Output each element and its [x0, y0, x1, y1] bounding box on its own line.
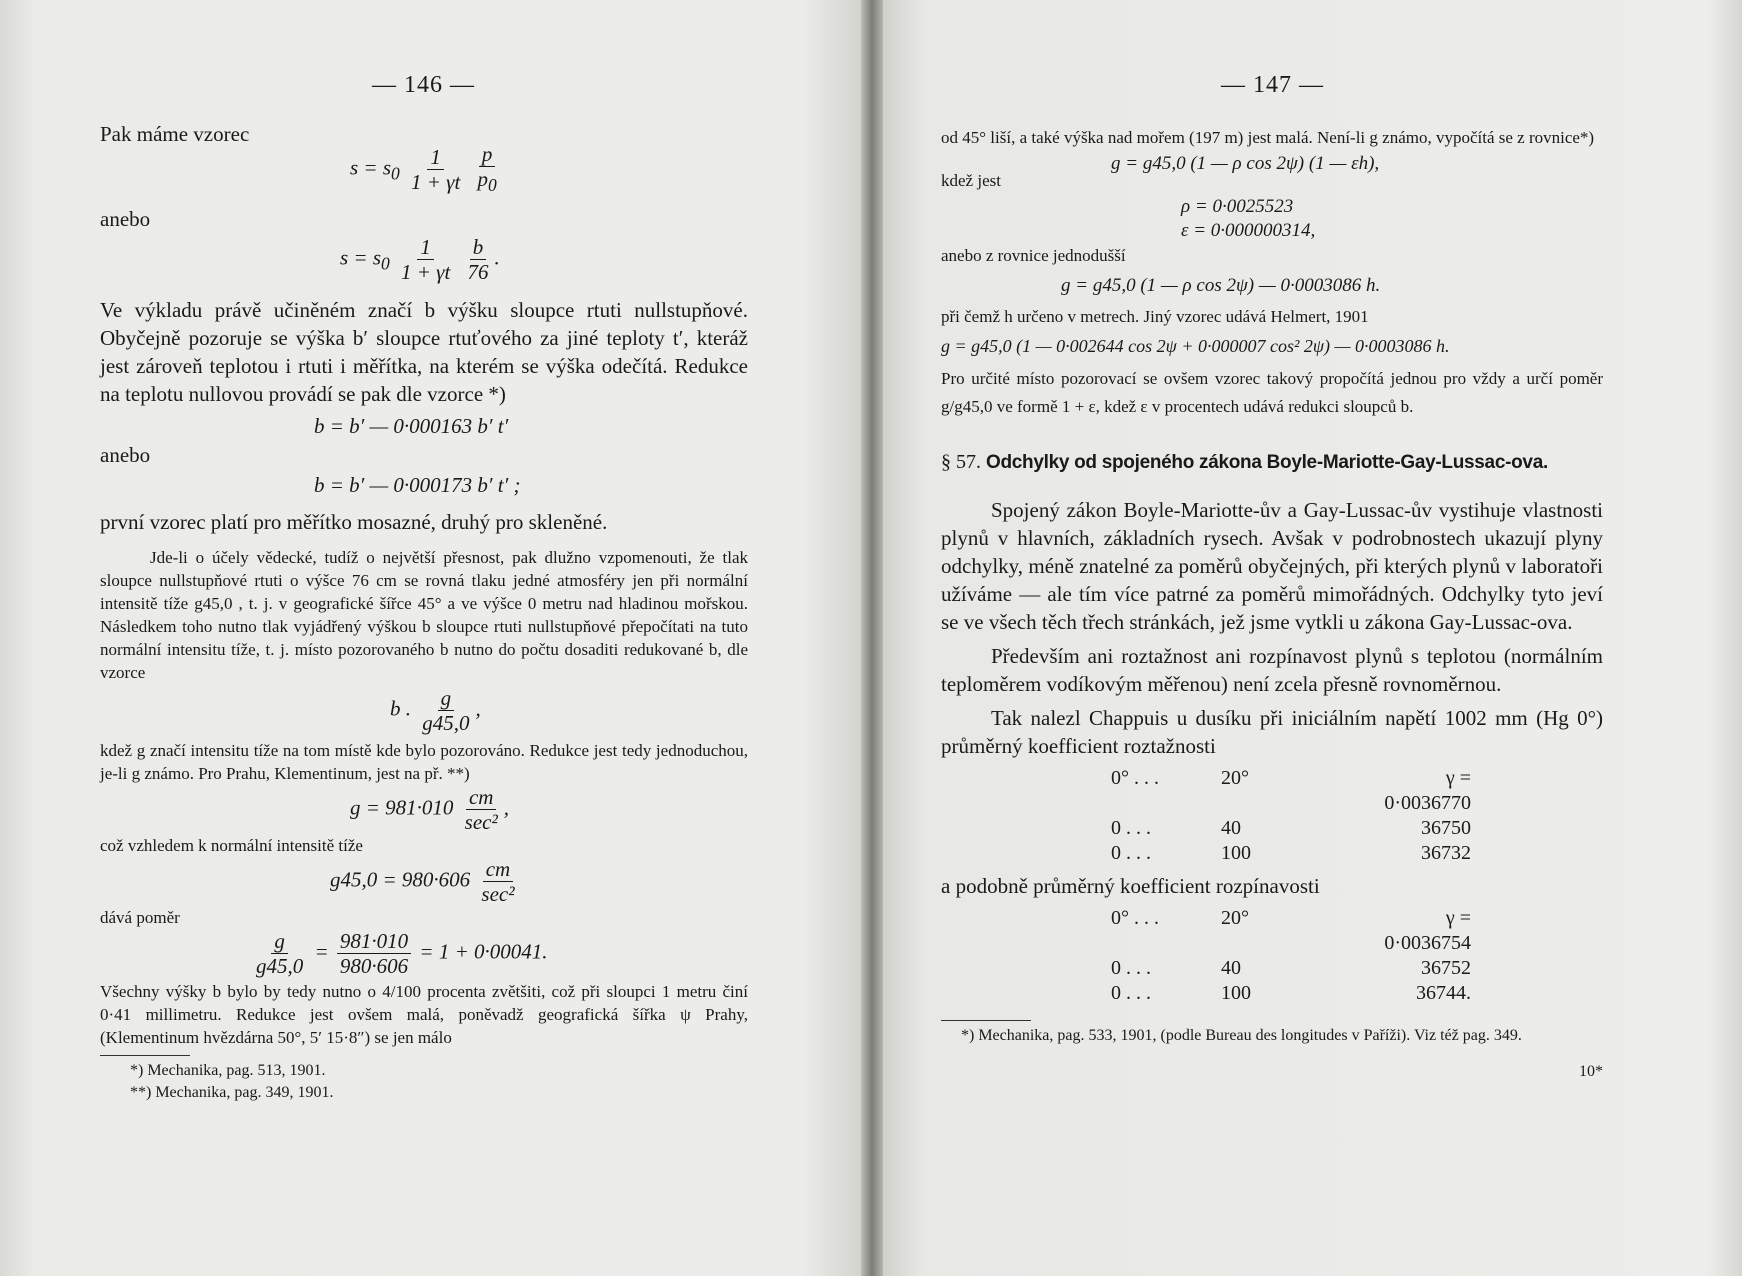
formula-3: b = b′ — 0·000163 b′ t′ [314, 414, 509, 439]
paragraph: dává poměr [100, 908, 180, 928]
fraction-denominator: g45,0 [256, 954, 304, 979]
paragraph: anebo z rovnice jednodušší [941, 246, 1126, 265]
formula-end: , [475, 696, 481, 721]
fraction [475, 142, 500, 197]
table-cell: 0 . . . [1111, 982, 1151, 1004]
fraction [398, 235, 453, 284]
formula-lhs: g45,0 = 980·606 [330, 867, 471, 892]
formula-sub: 0 [381, 253, 390, 274]
table-cell: 0 . . . [1111, 957, 1151, 979]
fraction-numerator: cm [466, 785, 497, 810]
footnote-rule [941, 1020, 1031, 1021]
fraction-numerator: 1 [417, 235, 434, 260]
table-cell: 36744. [1416, 982, 1471, 1004]
formula-7 [330, 857, 748, 906]
formula-4: b = b′ — 0·000173 b′ t′ ; [314, 473, 521, 498]
table-cell: 36732 [1421, 842, 1471, 864]
table-cell: 0 . . . [1111, 817, 1151, 839]
table-cell: 40 [1221, 817, 1241, 839]
table-row [1111, 981, 1603, 1006]
paragraph: od 45° liší, a také výška nad mořem (197 m) jest malá. Není-li g známo, vypočítá se z rovnice*) [941, 128, 1595, 147]
formula-1 [350, 142, 748, 197]
paragraph: Tak nalezl Chappuis u dusíku při iniciálním napětí 1002 mm (Hg 0°) průměrný koefficient roztažnosti [941, 706, 1603, 758]
table-cell: 0° . . . [1111, 907, 1159, 929]
fraction-denominator: g45,0 [422, 711, 470, 736]
formula-lhs: s = s [350, 155, 392, 180]
table-cell: 0 . . . [1111, 842, 1151, 864]
formula-sub: 0 [391, 163, 400, 184]
footnote: *) Mechanika, pag. 513, 1901. [130, 1062, 326, 1080]
fraction-denominator [475, 167, 500, 197]
paragraph: Pro určité místo pozorovací se ovšem vzorec takový propočítá jednou pro vždy a určí poměr g/g45,0 ve formě 1 + ε, kdež ε v procentech udává redukci sloupců b. [941, 369, 1603, 416]
page-number: — 146 — [372, 72, 475, 98]
book-gutter [861, 0, 883, 1276]
right-page-content [941, 126, 1603, 1083]
signature-mark: 10* [1579, 1063, 1603, 1080]
fraction-denominator: 980·606 [339, 954, 409, 979]
table-cell: γ = 0·0036770 [1384, 767, 1471, 814]
formula-5 [390, 686, 748, 735]
formula-end: , [503, 795, 510, 820]
fraction-denominator: 1 + γt [411, 170, 461, 195]
paragraph: kdež g značí intensitu tíže na tom místě kde bylo pozorováno. Redukce jest tedy jednoduchou, je-li g známo. Pro Prahu, Klementinum, jest na př. **) [100, 741, 748, 784]
fraction-denominator: 76 [467, 260, 489, 285]
paragraph: a podobně průměrný koefficient rozpínavosti [941, 874, 1320, 898]
intro-text: Pak máme vzorec [100, 122, 250, 146]
coefficient-table-2 [1111, 906, 1603, 1006]
table-cell: 100 [1221, 842, 1251, 864]
fraction [253, 929, 306, 978]
fraction [465, 235, 492, 284]
formula-8: $\frac{g}{g45,0}$ = $\frac{981\cdot 010}{980\cdot 606}$ = 1 + 0·00041. [250, 929, 748, 978]
footnote: **) Mechanika, pag. 349, 1901. [130, 1084, 334, 1102]
table-cell: 20° [1221, 767, 1249, 789]
fraction [462, 785, 501, 834]
paragraph: první vzorec platí pro měřítko mosazné, druhý pro skleněné. [100, 510, 608, 535]
formula-lhs: b . [390, 696, 411, 721]
table-cell: γ = 0·0036754 [1384, 907, 1471, 954]
paragraph: Především ani roztažnost ani rozpínavost plynů s teplotou (normálním teploměrem vodíkovým měřenou) není zcela přesně rovnoměrnou. [941, 644, 1603, 696]
fraction-numerator: cm [483, 857, 514, 882]
paragraph: při čemž h určeno v metrech. Jiný vzorec udává Helmert, 1901 [941, 307, 1369, 326]
paragraph: Jde-li o účely vědecké, tudíž o největší přesnost, pak dlužno vzpomenouti, že tlak sloupce nullstupňové rtuti o výšce 76 cm se rovná tlaku jedné atmosféry jen při normální intensitě tíže g45,0 , t. j. v geografické šířce 45° a ve výšce 0 metru nad hladinou mořskou. Následkem toho nutno tlak vyjádřený výškou b sloupce rtuti nullstupňové přepočítati na tuto normální intensitu tíže, t. j. místo pozorovaného b nutno do počtu dosaditi redukované b, dle vzorce [100, 548, 748, 683]
paragraph: Ve výkladu právě učiněném značí b výšku sloupce rtuti nullstupňové. Obyčejně pozoruje se výška b′ sloupce rtuťového za jiné teploty t′, kteráž jest zároveň teplotou i rtuti i měřítka, na kterém se výška odečítá. Redukce na teplotu nullovou provádí se pak dle vzorce *) [100, 298, 748, 407]
right-page [871, 0, 1742, 1276]
formula-end: . [494, 245, 500, 270]
paragraph: což vzhledem k normální intensitě tíže [100, 836, 363, 856]
table-cell: 100 [1221, 982, 1251, 1004]
formula-lhs: s = s [340, 245, 382, 270]
anebo-text: anebo [100, 443, 151, 468]
table-cell: 36752 [1421, 957, 1471, 979]
formula-1: g = g45,0 (1 — ρ cos 2ψ) (1 — εh), [1111, 153, 1380, 174]
denominator-text: p [477, 167, 489, 191]
fraction-denominator: sec² [464, 810, 498, 835]
coefficient-table-1 [1111, 766, 1603, 866]
fraction-numerator: b [470, 235, 487, 260]
fraction [337, 929, 411, 978]
left-page-content [100, 120, 748, 1104]
formula-5: g = g45,0 (1 — 0·002644 cos 2ψ + 0·000007 cos² 2ψ) — 0·0003086 h. [941, 336, 1450, 356]
footnote: *) Mechanika, pag. 533, 1901, (podle Bureau des longitudes v Paříži). Viz též pag. 349. [961, 1027, 1522, 1044]
fraction-denominator: sec² [481, 882, 515, 907]
paragraph: kdež jest [941, 171, 1001, 190]
footnote-rule [100, 1055, 190, 1056]
denominator-sub: 0 [488, 175, 497, 196]
table-row [1111, 906, 1603, 956]
fraction [419, 686, 472, 735]
fraction [478, 857, 517, 906]
fraction-numerator: 981·010 [337, 929, 411, 954]
formula-lhs: g = 981·010 [350, 795, 454, 820]
fraction-numerator: g [271, 929, 288, 954]
table-row [1111, 841, 1603, 866]
section-number: § 57. [941, 451, 981, 473]
formula-4: g = g45,0 (1 — ρ cos 2ψ) — 0·0003086 h. [1061, 275, 1381, 296]
section-title: Odchylky od spojeného zákona Boyle-Mariotte-Gay-Lussac-ova. [986, 452, 1548, 473]
paragraph: Všechny výšky b bylo by tedy nutno o 4/100 procenta zvětšiti, což při sloupci 1 metru činí 0·41 millimetru. Redukce jest ovšem malá, poněvadž geografická šířka ψ Prahy, (Klementinum hvězdárna 50°, 5′ 15·8″) se jen málo [100, 982, 748, 1048]
table-row [1111, 766, 1603, 816]
page-number: — 147 — [1221, 72, 1324, 98]
table-cell: 36750 [1421, 817, 1471, 839]
paragraph: Spojený zákon Boyle-Mariotte-ův a Gay-Lussac-ův vystihuje vlastnosti plynů v hlavních, základních rysech. Avšak v podrobnostech ukazují plyny odchylky, méně znatelné za poměrů obyčejných, při kterých plynů v laboratoři užíváme — ale tím více patrné za poměrů mimořádných. Odchylky tyto jeví se ve všech těch třech stránkách, jež jsme vytkli u zákona Gay-Lussac-ova. [941, 498, 1603, 634]
table-cell: 40 [1221, 957, 1241, 979]
table-row [1111, 956, 1603, 981]
table-row [1111, 816, 1603, 841]
formula-2 [340, 235, 748, 284]
fraction [408, 145, 463, 194]
fraction-denominator: 1 + γt [401, 260, 451, 285]
table-cell: 20° [1221, 907, 1249, 929]
formula-2: ρ = 0·0025523 [1181, 196, 1294, 217]
section-heading [941, 451, 1603, 474]
formula-6 [350, 785, 748, 834]
formula-3: ε = 0·000000314, [1181, 220, 1316, 241]
formula-rhs: = 1 + 0·00041. [419, 939, 548, 964]
fraction-numerator: p [479, 142, 496, 167]
anebo-text: anebo [100, 207, 151, 232]
fraction-numerator: 1 [427, 145, 444, 170]
table-cell: 0° . . . [1111, 767, 1159, 789]
fraction-numerator: g [438, 686, 455, 711]
